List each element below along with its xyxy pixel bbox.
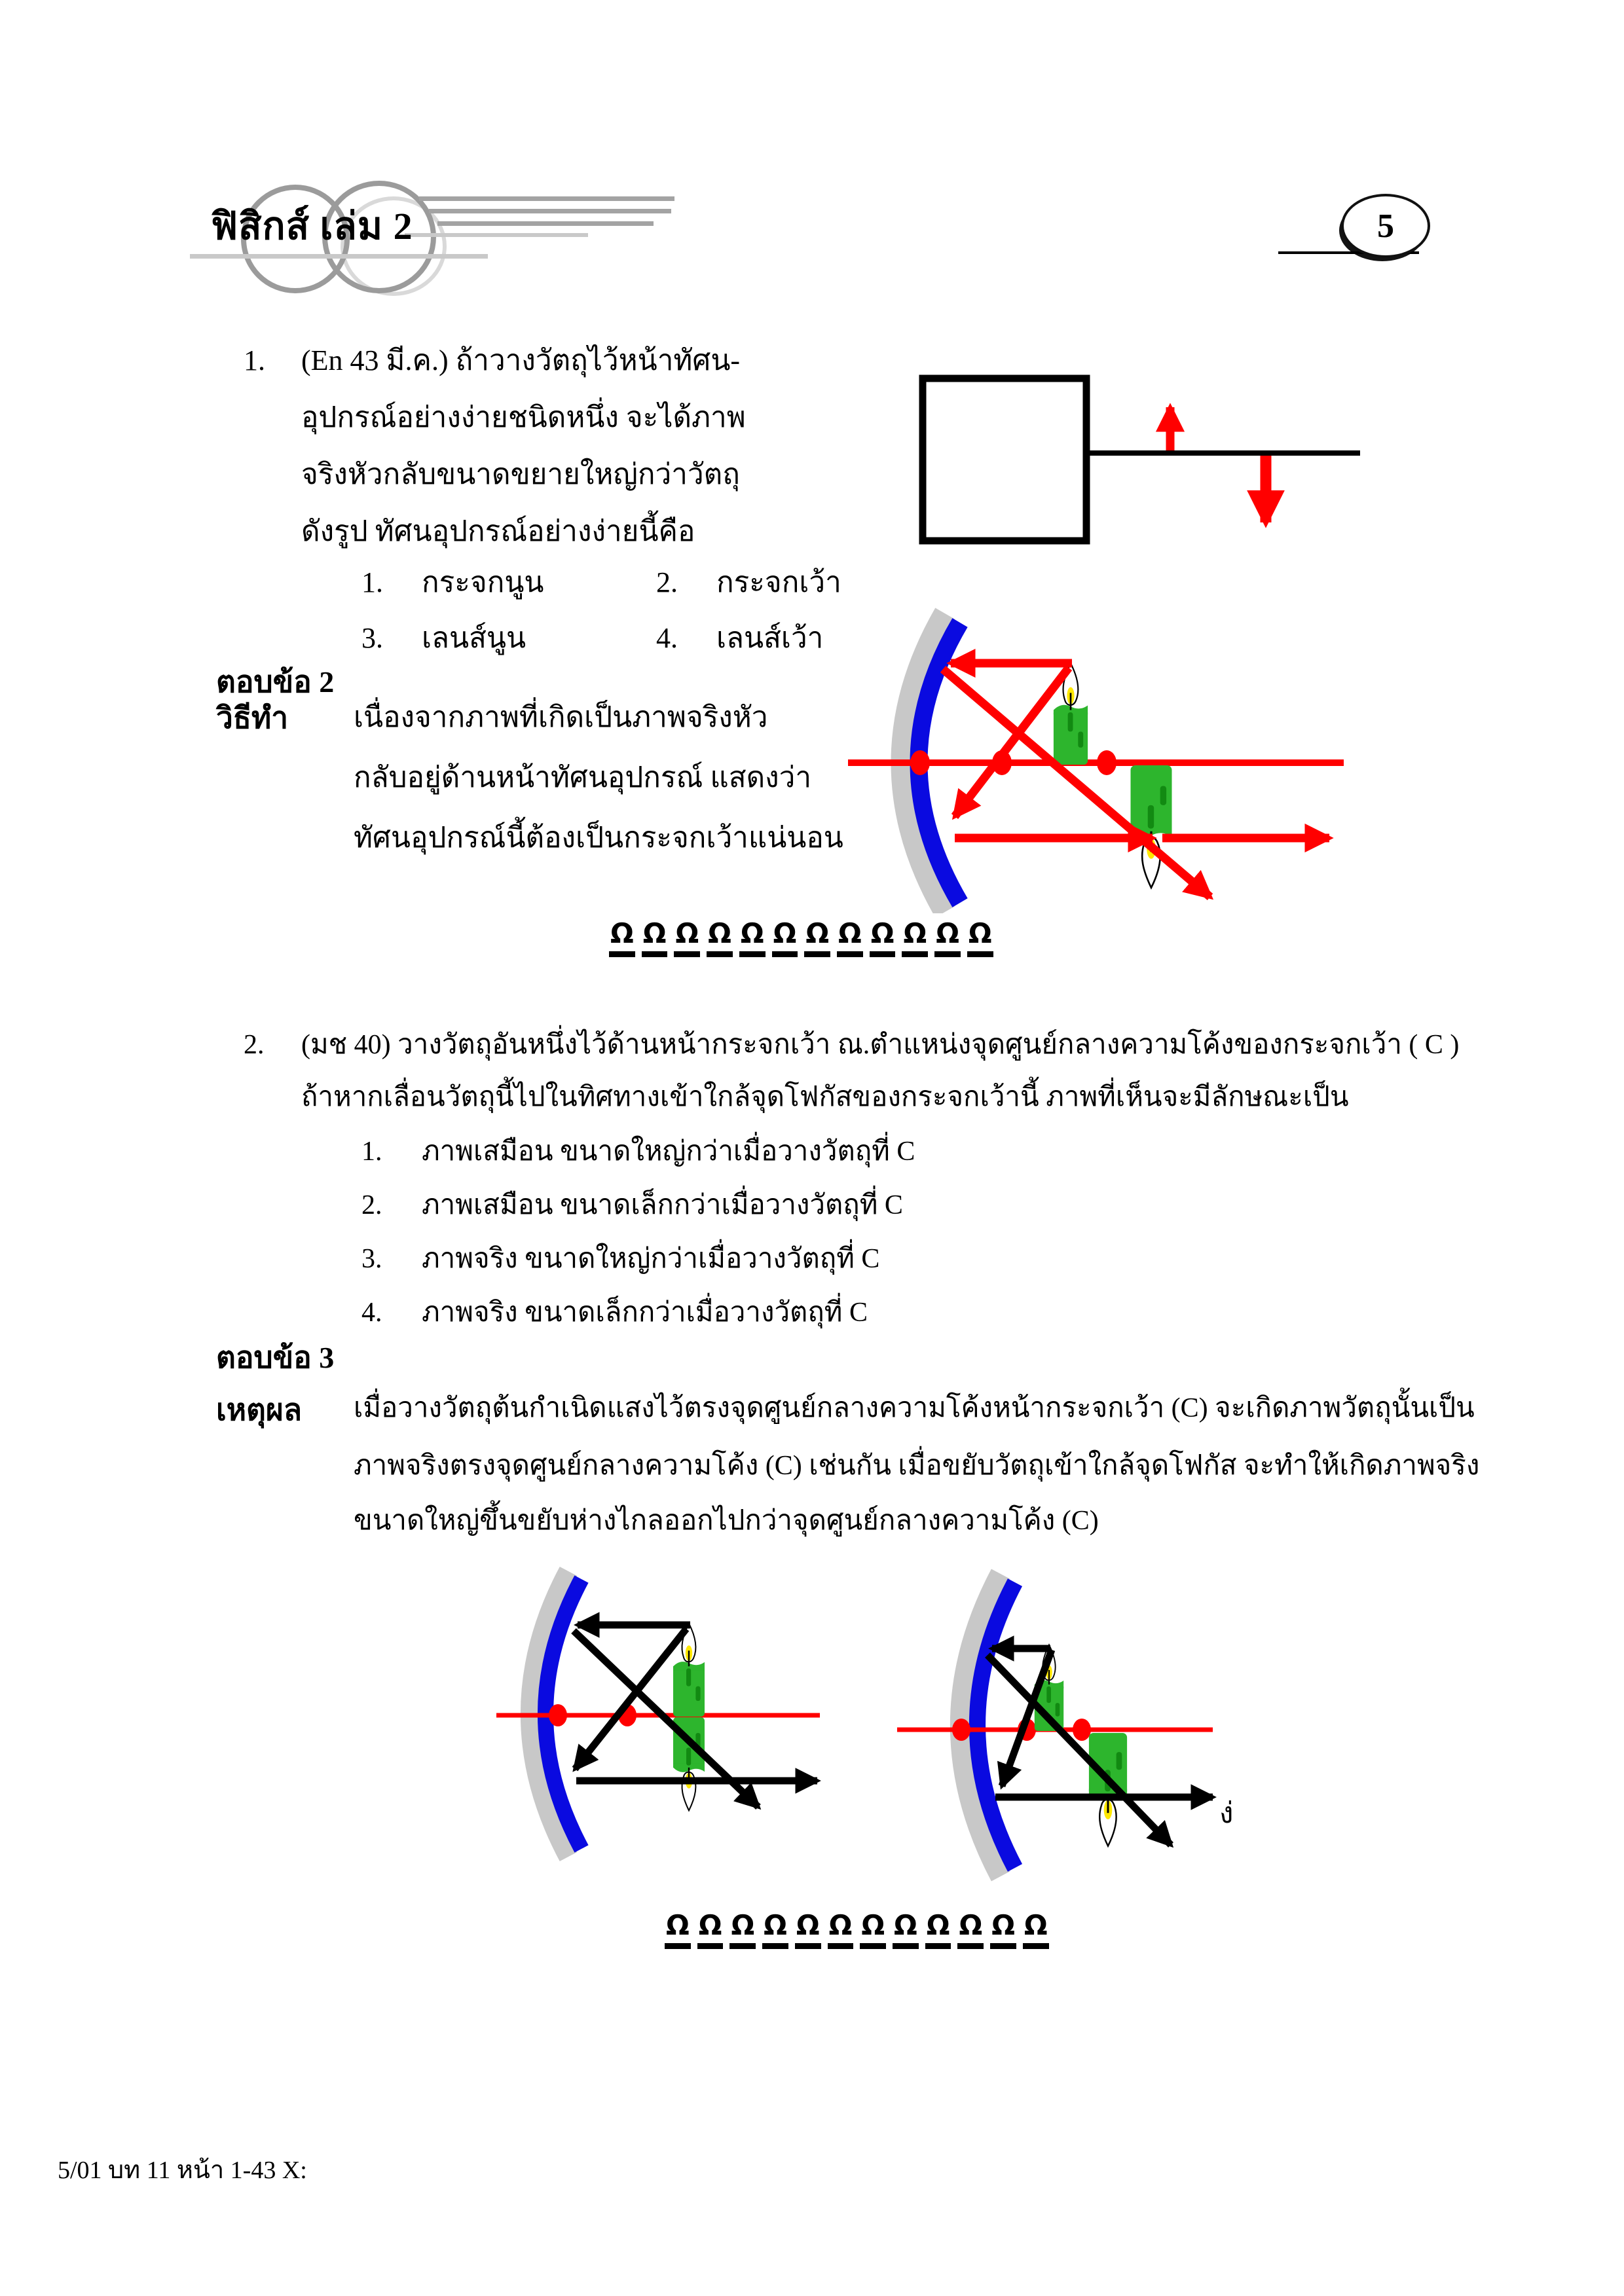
q2-choice-label: ภาพเสมือน ขนาดเล็กกว่าเมื่อวางวัตถุที่ C bbox=[422, 1190, 903, 1220]
omega-glyph: Ω bbox=[925, 1912, 951, 1949]
q1-choice-label: กระจกนูน bbox=[422, 566, 544, 598]
logo-stripe bbox=[405, 233, 588, 237]
optical-device-diagram bbox=[913, 367, 1372, 570]
q1-number: 1. bbox=[244, 344, 265, 376]
q2-choice-label: ภาพจริง ขนาดใหญ่กว่าเมื่อวางวัตถุที่ C bbox=[422, 1244, 880, 1274]
concave-mirror-diagram-object-near-focus bbox=[877, 1565, 1283, 1892]
q1-line: (En 43 มี.ค.) ถ้าวางวัตถุไว้หน้าทัศน- bbox=[301, 344, 741, 376]
omega-glyph: Ω bbox=[860, 1912, 886, 1949]
q1-method-line: ทัศนอุปกรณ์นี้ต้องเป็นกระจกเว้าแน่นอน bbox=[354, 822, 843, 854]
section-separator bbox=[606, 917, 997, 957]
q1-choice-number: 2. bbox=[656, 566, 678, 598]
q2-answer-label: ตอบข้อ 3 bbox=[216, 1341, 335, 1374]
omega-glyph: Ω bbox=[828, 1912, 854, 1949]
omega-glyph: Ω bbox=[902, 920, 928, 957]
q2-line: ถ้าหากเลื่อนวัตถุนี้ไปในทิศทางเข้าใกล้จุดโฟกัสของกระจกเว้านี้ ภาพที่เห็นจะมีลักษณะเป็น bbox=[301, 1082, 1349, 1112]
omega-glyph: Ω bbox=[1023, 1912, 1049, 1949]
q1-line: อุปกรณ์อย่างง่ายชนิดหนึ่ง จะได้ภาพ bbox=[301, 401, 746, 433]
omega-glyph: Ω bbox=[739, 920, 766, 957]
q1-method-line: กลับอยู่ด้านหน้าทัศนอุปกรณ์ แสดงว่า bbox=[354, 761, 812, 793]
q2-reason-line: ขนาดใหญ่ขึ้นขยับห่างไกลออกไปกว่าจุดศูนย์กลางความโค้ง (C) bbox=[354, 1506, 1099, 1536]
logo-stripe bbox=[437, 221, 654, 226]
q2-number: 2. bbox=[244, 1030, 265, 1060]
page-number: 5 bbox=[1377, 207, 1394, 245]
footer-note: 5/01 บท 11 หน้า 1-43 X: bbox=[58, 2157, 307, 2184]
omega-glyph: Ω bbox=[837, 920, 863, 957]
center-dot bbox=[1097, 750, 1116, 775]
q1-line: จริงหัวกลับขนาดขยายใหญ่กว่าวัตถุ bbox=[301, 458, 740, 490]
omega-glyph: Ω bbox=[772, 920, 798, 957]
section-separator bbox=[661, 1909, 1052, 1949]
image-candle bbox=[1131, 765, 1172, 888]
logo-stripe bbox=[429, 209, 671, 213]
q1-method-line: เนื่องจากภาพที่เกิดเป็นภาพจริงหัว bbox=[354, 701, 768, 733]
omega-glyph: Ω bbox=[729, 1912, 756, 1949]
concave-mirror-diagram-object-at-C bbox=[452, 1565, 832, 1866]
q1-choice-number: 4. bbox=[656, 622, 678, 654]
q2-line: (มช 40) วางวัตถุอันหนึ่งไว้ด้านหน้ากระจกเว้า ณ.ตำแหน่งจุดศูนย์กลางความโค้งของกระจกเว้า ( C ) bbox=[301, 1030, 1460, 1060]
q1-answer-label: ตอบข้อ 2 bbox=[216, 665, 335, 699]
q2-reason-line: เมื่อวางวัตถุต้นกำเนิดแสงไว้ตรงจุดศูนย์กลางความโค้งหน้ากระจกเว้า (C) จะเกิดภาพวัตถุนั้นเป็น bbox=[354, 1393, 1475, 1423]
omega-glyph: Ω bbox=[697, 1912, 724, 1949]
q2-choice-label: ภาพเสมือน ขนาดใหญ่กว่าเมื่อวางวัตถุที่ C bbox=[422, 1137, 915, 1167]
q1-choice-label: กระจกเว้า bbox=[716, 566, 841, 598]
omega-glyph: Ω bbox=[957, 1912, 984, 1949]
q1-method-label: วิธีทำ bbox=[216, 701, 289, 735]
q2-choice-number: 3. bbox=[361, 1244, 382, 1274]
q2-choice-number: 1. bbox=[361, 1137, 382, 1167]
q2-reason-label: เหตุผล bbox=[216, 1393, 303, 1427]
q1-choice-number: 1. bbox=[361, 566, 383, 598]
omega-glyph: Ω bbox=[893, 1912, 919, 1949]
q1-line: ดังรูป ทัศนอุปกรณ์อย่างง่ายนี้คือ bbox=[301, 515, 695, 547]
center-dot bbox=[1073, 1719, 1091, 1741]
omega-glyph: Ω bbox=[870, 920, 896, 957]
page-title: ฟิสิกส์ เล่ม 2 bbox=[211, 205, 413, 247]
vertex-dot bbox=[952, 1719, 970, 1741]
diagram-text-fragment: ง่ bbox=[1219, 1797, 1234, 1829]
omega-glyph: Ω bbox=[674, 920, 700, 957]
omega-glyph: Ω bbox=[707, 920, 733, 957]
q2-reason-line: ภาพจริงตรงจุดศูนย์กลางความโค้ง (C) เช่นกัน เมื่อขยับวัตถุเข้าใกล้จุดโฟกัส จะทำให้เกิดภาพจริง bbox=[354, 1451, 1480, 1481]
omega-glyph: Ω bbox=[934, 920, 961, 957]
q1-choice-label: เลนส์นูน bbox=[422, 622, 526, 654]
omega-glyph: Ω bbox=[609, 920, 635, 957]
omega-glyph: Ω bbox=[642, 920, 668, 957]
device-box bbox=[923, 378, 1086, 541]
omega-glyph: Ω bbox=[762, 1912, 788, 1949]
omega-glyph: Ω bbox=[665, 1912, 691, 1949]
q2-choice-number: 4. bbox=[361, 1298, 382, 1328]
omega-glyph: Ω bbox=[967, 920, 993, 957]
q2-choice-number: 2. bbox=[361, 1190, 382, 1220]
vertex-dot bbox=[910, 750, 930, 775]
concave-mirror-diagram-1 bbox=[786, 606, 1362, 913]
page-number-badge bbox=[1341, 194, 1430, 258]
q2-choice-label: ภาพจริง ขนาดเล็กกว่าเมื่อวางวัตถุที่ C bbox=[422, 1298, 868, 1328]
vertex-dot bbox=[549, 1704, 567, 1726]
q1-choice-number: 3. bbox=[361, 622, 383, 654]
omega-glyph: Ω bbox=[795, 1912, 821, 1949]
logo-stripe bbox=[419, 196, 674, 201]
omega-glyph: Ω bbox=[990, 1912, 1016, 1949]
q1-choice-label: เลนส์เว้า bbox=[716, 622, 824, 654]
omega-glyph: Ω bbox=[804, 920, 830, 957]
